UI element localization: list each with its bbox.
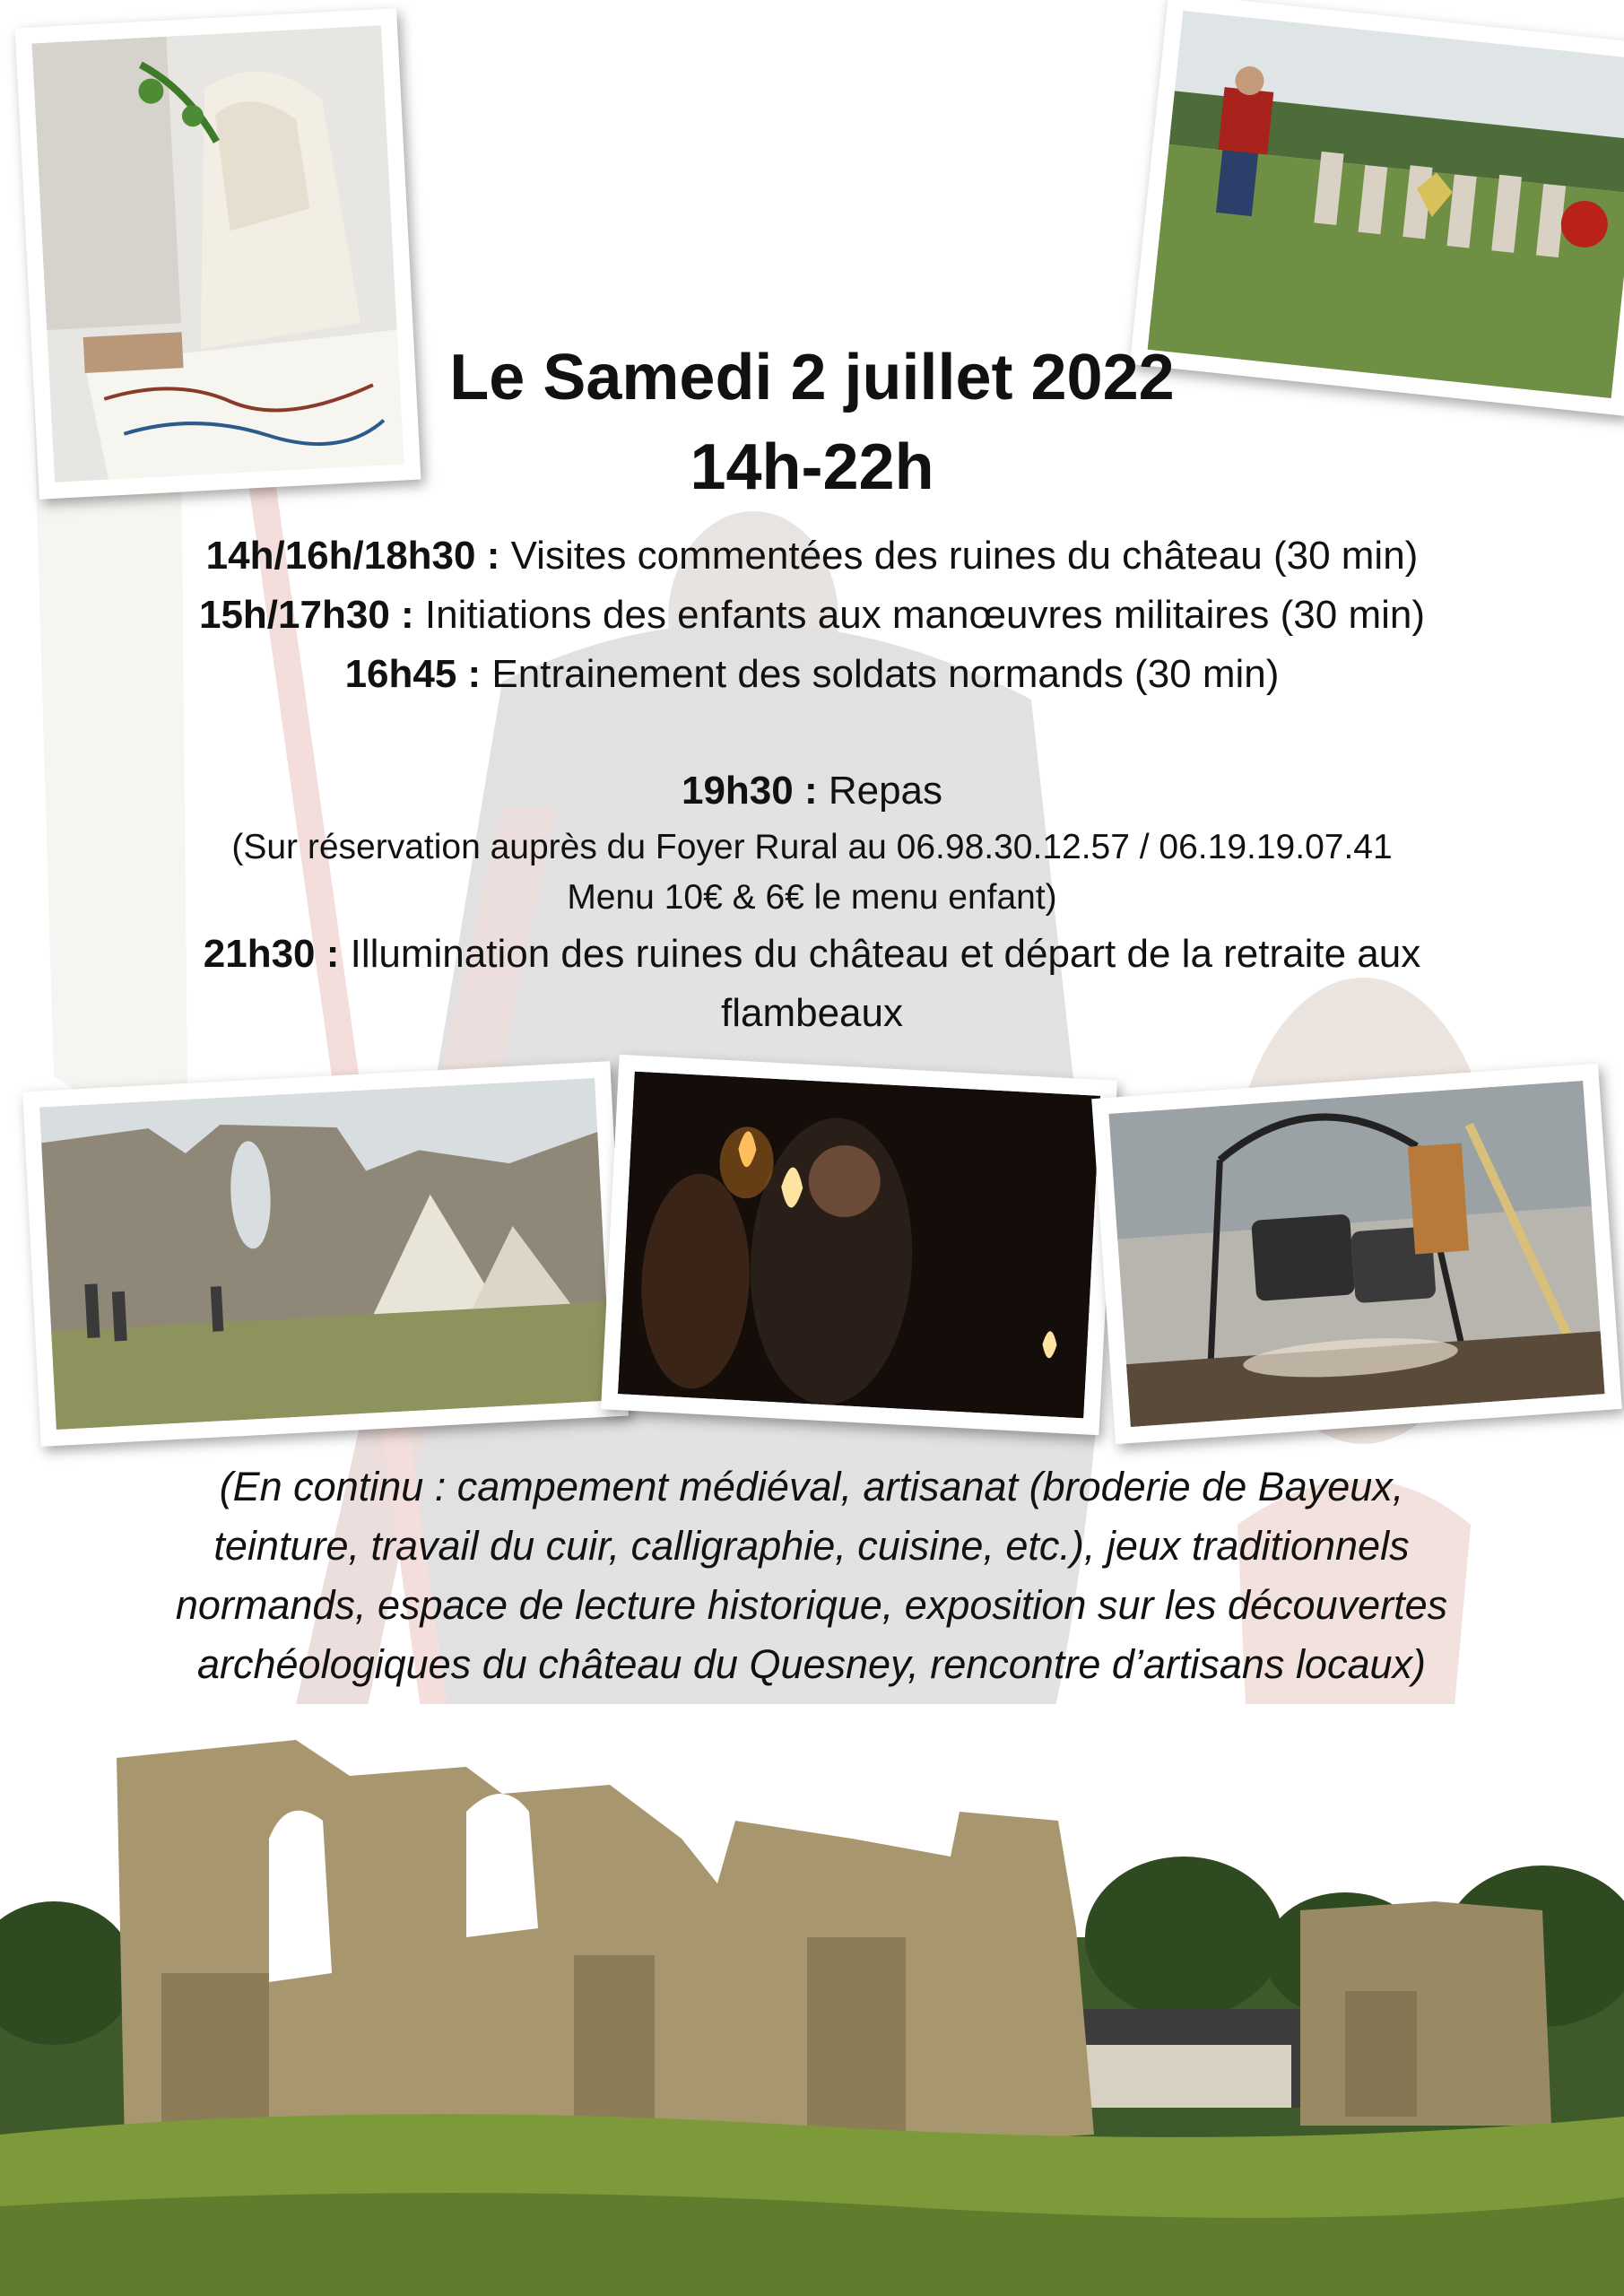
photo-castle-ruins-camp <box>22 1061 629 1447</box>
schedule-time: 16h45 : <box>344 652 482 696</box>
photo-torchlight <box>601 1055 1117 1436</box>
schedule-item <box>0 533 1624 580</box>
continuous-line: teinture, travail du cuir, calligraphie, cuisine, etc.), jeux traditionnels <box>213 1523 1410 1569</box>
meal-note-line2: Menu 10€ & 6€ le menu enfant) <box>567 878 1057 917</box>
schedule-text: Entrainement des soldats normands (30 min) <box>481 652 1280 696</box>
schedule-item <box>0 592 1624 639</box>
castle-ruins-image <box>0 1704 1624 2296</box>
meal-time: 19h30 : <box>681 769 818 813</box>
schedule-text: Visites commentées des ruines du château (30 min) <box>499 534 1419 578</box>
continuous-line: (En continu : campement médiéval, artisanat (broderie de Bayeux, <box>219 1464 1404 1509</box>
schedule-time: 15h/17h30 : <box>198 593 414 637</box>
illumination-text: Illumination des ruines du château et départ de la retraite aux <box>339 932 1421 976</box>
photo-cooking-pot <box>1091 1064 1622 1445</box>
event-hours: 14h-22h <box>690 431 934 503</box>
illumination-time: 21h30 : <box>203 932 340 976</box>
photo-embroidery <box>15 8 421 500</box>
meal-note-line1: (Sur réservation auprès du Foyer Rural au 06.98.30.12.57 / 06.19.19.07.41 <box>231 828 1393 866</box>
continuous-activities <box>99 1457 1524 1694</box>
event-date: Le Samedi 2 juillet 2022 <box>449 342 1175 413</box>
continuous-line: archéologiques du château du Quesney, rencontre d’artisans locaux) <box>196 1641 1427 1687</box>
meal-text: Repas <box>817 769 943 813</box>
illumination-item <box>0 931 1624 978</box>
schedule-text: Initiations des enfants aux manœuvres militaires (30 min) <box>413 593 1425 637</box>
continuous-line: normands, espace de lecture historique, exposition sur les découvertes <box>175 1582 1448 1628</box>
schedule-time: 14h/16h/18h30 : <box>205 534 500 578</box>
illumination-text-cont: flambeaux <box>720 991 903 1035</box>
meal-item <box>0 768 1624 815</box>
schedule-item <box>0 651 1624 699</box>
